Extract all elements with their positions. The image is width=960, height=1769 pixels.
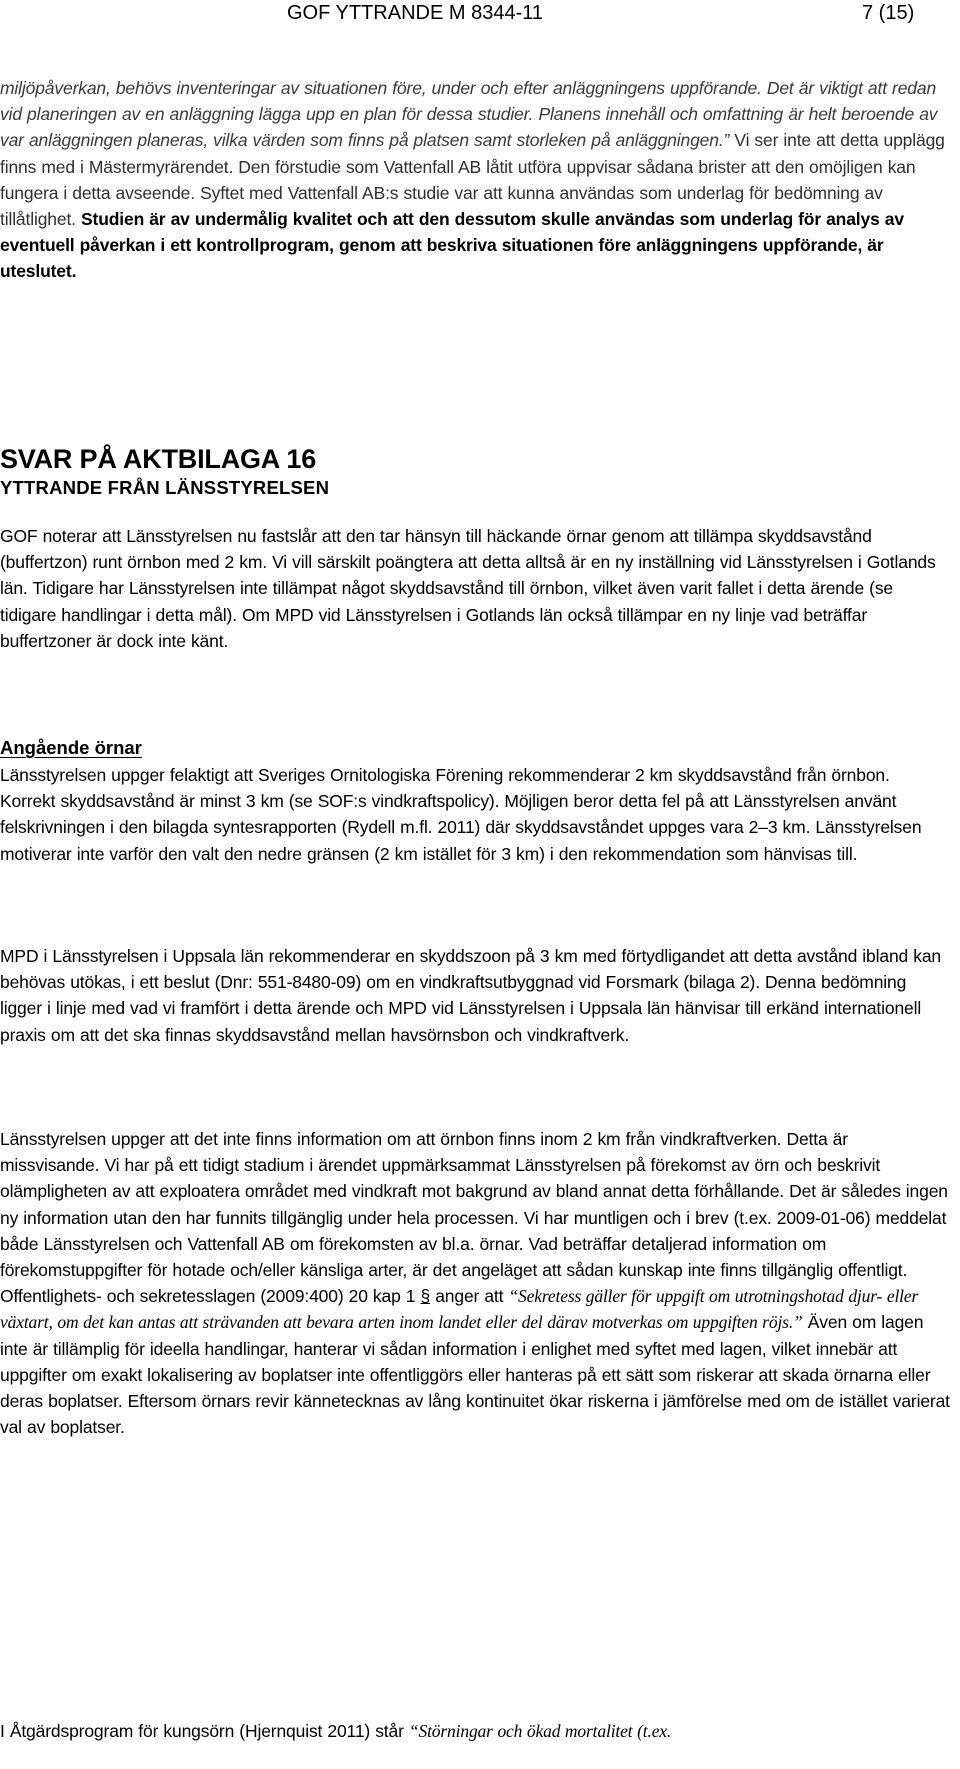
law-quote: “Sekretess gäller för uppgift om utrotningshotad djur- eller växtart, om det kan antas att strävanden att bevara arten inom landet eller del därav motverkas om uppgiften röjs.” [0, 1286, 919, 1333]
intro-italic-text: miljöpåverkan, behövs inventeringar av situationen före, under och efter anläggningens uppförande. Det är viktigt att redan vid planeringen av en anläggning lägga upp en plan för dessa studier. Planens innehåll och omfattning är helt beroende av var anläggningen planeras, vilka värden som finns på platsen samt storleken på anläggningen.” [0, 78, 938, 151]
section-paragraph-1 [0, 523, 950, 654]
program-quote: “Störningar och ökad mortalitet (t.ex. [408, 1721, 672, 1741]
intro-bold-text: Studien är av undermålig kvalitet och att den dessutom skulle användas som underlag för analys av eventuell påverkan i ett kontrollprogram, genom att beskriva situationen före anläggningens uppförande, är uteslutet. [0, 209, 904, 282]
subsection-title: Angående örnar [0, 737, 142, 758]
paragraph-text: Länsstyrelsen uppger att det inte finns information om att örnbon finns inom 2 km från vindkraftverken. Detta är missvisande. Vi har på ett tidigt stadium i ärendet uppmärksammat Länsstyrelsen på förekomst av örn och beskrivit olämpligheten av att exploatera området med vindkraft mot bakgrund av bland annat detta förhållande. Det är således ingen ny information utan den har funnits tillgänglig under hela processen. Vi har muntligen och i brev (t.ex. 2009-01-06) meddelat både Länsstyrelsen och Vattenfall AB om förekomsten av bl.a. örnar. Vad beträffar detaljerad information om förekomstuppgifter för hotade och/eller känsliga arter, är det angeläget att sådan kunskap inte finns tillgänglig offentligt. Offentlighets- och sekretesslagen (2009:400) 20 kap 1 [0, 1129, 948, 1307]
document-id: GOF YTTRANDE M 8344-11 [287, 2, 543, 24]
paragraph-text: I Åtgärdsprogram för kungsörn (Hjernquist 2011) står [0, 1721, 409, 1741]
paragraph-text: MPD i Länsstyrelsen i Uppsala län rekommenderar en skyddszoon på 3 km med förtydligandet att detta avstånd ibland kan behövas utökas, i ett beslut (Dnr: 551-8480-09) om en vindkraftsutbyggnad vid Forsmark (bilaga 2). Denna bedömning ligger i linje med vad vi framfört i detta ärende och MPD vid Länsstyrelsen i Uppsala län hänvisar till erkänd internationell praxis om att det ska finnas skyddsavstånd mellan havsörnsbon och vindkraftverk. [0, 946, 941, 1045]
page-header [0, 0, 960, 36]
subsection-paragraph-3 [0, 1126, 950, 1440]
section-title: SVAR PÅ AKTBILAGA 16 [0, 444, 317, 474]
paragraph-text: anger att [430, 1286, 509, 1307]
section-subtitle: YTTRANDE FRÅN LÄNSSTYRELSEN [0, 477, 330, 498]
paragraph-text: GOF noterar att Länsstyrelsen nu fastslår att den tar hänsyn till häckande örnar genom att tillämpa skyddsavstånd (buffertzon) runt örnbon med 2 km. Vi vill särskilt poängtera att detta alltså är en ny inställning vid Länsstyrelsen i Gotlands län. Tidigare har Länsstyrelsen inte tillämpat något skyddsavstånd till örnbon, vilket även varit fallet i detta ärende (se tidigare handlingar i detta mål). Om MPD vid Länsstyrelsen i Gotlands län också tillämpar en ny linje vad beträffar buffertzoner är dock inte känt. [0, 526, 936, 651]
intro-paragraph [0, 75, 950, 285]
paragraph-text: Länsstyrelsen uppger felaktigt att Sveriges Ornitologiska Förening rekommenderar 2 km skyddsavstånd från örnbon. Korrekt skyddsavstånd är minst 3 km (se SOF:s vindkraftspolicy). Möjligen beror detta fel på att Länsstyrelsen använt felskrivningen i den bilagda syntesrapporten (Rydell m.fl. 2011) där skyddsavståndet uppges vara 2–3 km. Länsstyrelsen motiverar inte varför den valt den nedre gränsen (2 km istället för 3 km) i den rekommendation som hänvisas till. [0, 765, 922, 864]
section-heading [0, 443, 950, 501]
subsection-paragraph-1 [0, 762, 950, 867]
paragraph-text: Även om lagen inte är tillämplig för ideella handlingar, hanterar vi sådan information i enlighet med syftet med lagen, vilket innebär att uppgifter om exakt lokalisering av boplatser inte offentliggörs eller hanteras på ett sätt som riskerar att skada örnarna eller deras boplatser. Eftersom örnars revir kännetecknas av lång kontinuitet ökar riskerna i jämförelse med om de istället varierat val av boplatser. [0, 1312, 950, 1438]
law-section-link[interactable]: § [420, 1286, 431, 1307]
subsection-heading [0, 735, 950, 761]
subsection-paragraph-2 [0, 943, 950, 1048]
page-number: 7 (15) [862, 2, 915, 24]
subsection-paragraph-4 [0, 1718, 950, 1744]
intro-regular-text: Vi ser inte att detta upplägg finns med i Mästermyrärendet. Den förstudie som Vattenfall AB låtit utföra uppvisar sådana brister att den omöjligen kan fungera i detta avseende. Syftet med Vattenfall AB:s studie var att kunna användas som underlag för bedömning av tillåtlighet. [0, 130, 945, 230]
